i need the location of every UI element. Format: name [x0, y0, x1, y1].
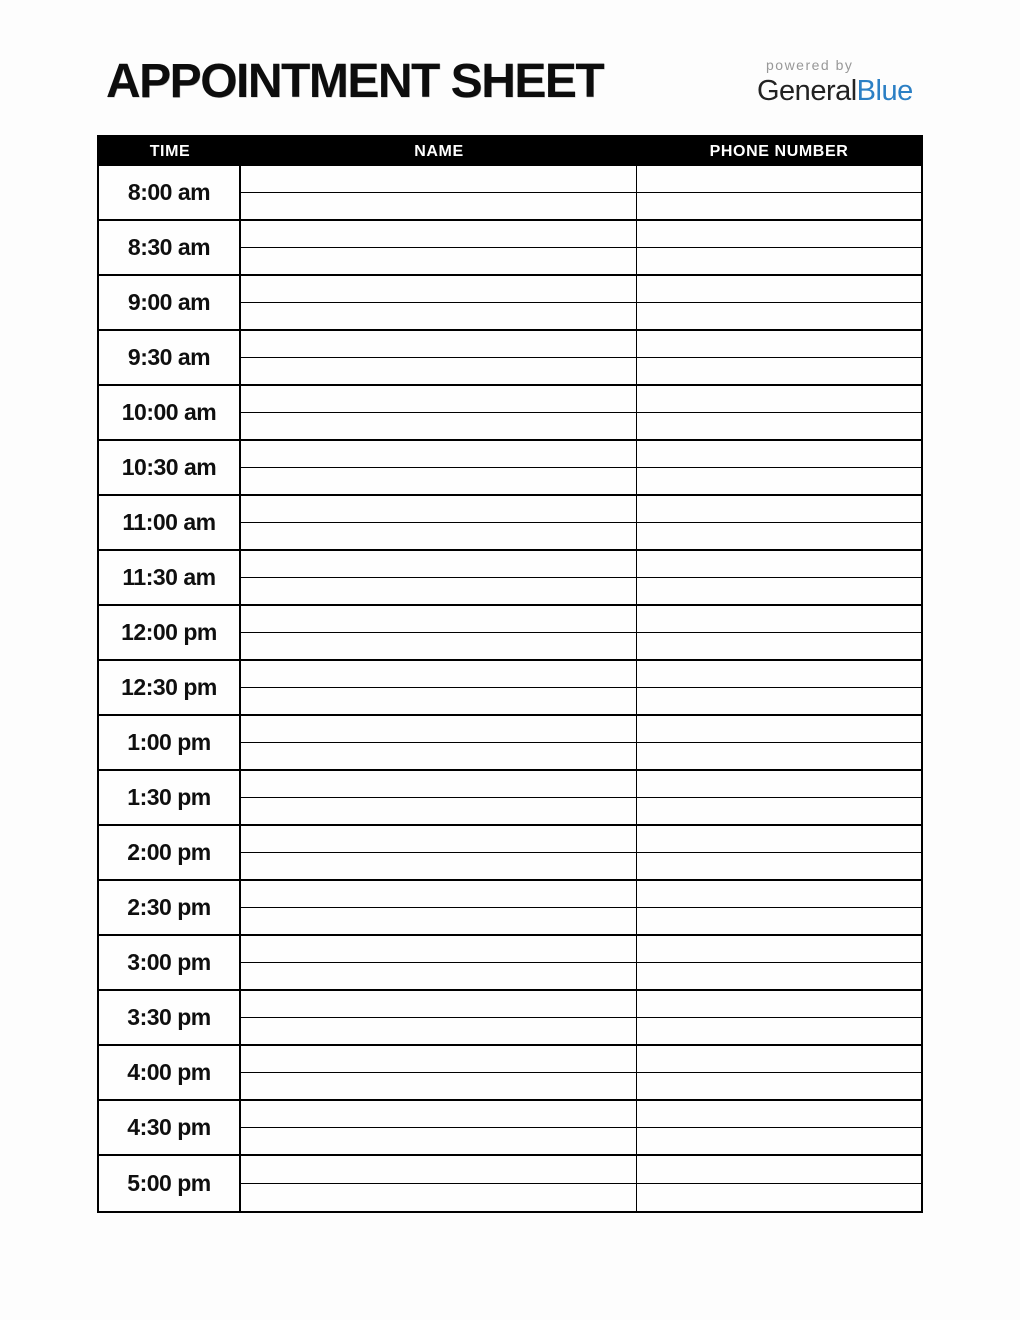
- time-label: 12:30 pm: [99, 661, 241, 714]
- entry-row: [241, 798, 921, 824]
- name-cell: [241, 358, 637, 384]
- slot-entries: [241, 276, 921, 329]
- name-cell: [241, 1046, 637, 1072]
- phone-cell: [637, 276, 921, 302]
- time-slot-row: [99, 221, 921, 276]
- name-cell: [241, 826, 637, 852]
- time-label: 4:30 pm: [99, 1101, 241, 1154]
- phone-cell: [637, 386, 921, 412]
- entry-row: [241, 1184, 921, 1211]
- phone-cell: [637, 1018, 921, 1044]
- entry-row: [241, 413, 921, 439]
- phone-cell: [637, 193, 921, 219]
- name-cell: [241, 413, 637, 439]
- entry-row: [241, 1156, 921, 1184]
- time-slot-row: [99, 716, 921, 771]
- name-cell: [241, 551, 637, 577]
- entry-row: [241, 468, 921, 494]
- entry-row: [241, 1101, 921, 1128]
- name-cell: [241, 193, 637, 219]
- time-label: 9:30 am: [99, 331, 241, 384]
- time-label: 10:30 am: [99, 441, 241, 494]
- phone-cell: [637, 688, 921, 714]
- phone-cell: [637, 771, 921, 797]
- phone-cell: [637, 963, 921, 989]
- name-cell: [241, 771, 637, 797]
- slot-entries: [241, 771, 921, 824]
- time-slot-row: [99, 771, 921, 826]
- entry-row: [241, 716, 921, 743]
- name-cell: [241, 441, 637, 467]
- page-title: APPOINTMENT SHEET: [106, 55, 604, 108]
- name-cell: [241, 1128, 637, 1154]
- slot-entries: [241, 881, 921, 934]
- time-label: 9:00 am: [99, 276, 241, 329]
- time-slot-row: [99, 936, 921, 991]
- entry-row: [241, 166, 921, 193]
- slot-entries: [241, 441, 921, 494]
- name-cell: [241, 331, 637, 357]
- slot-entries: [241, 496, 921, 549]
- name-cell: [241, 496, 637, 522]
- entry-row: [241, 523, 921, 549]
- time-slot-row: [99, 661, 921, 716]
- name-cell: [241, 248, 637, 274]
- slot-entries: [241, 936, 921, 989]
- name-cell: [241, 716, 637, 742]
- phone-cell: [637, 633, 921, 659]
- name-cell: [241, 881, 637, 907]
- name-cell: [241, 661, 637, 687]
- entry-row: [241, 578, 921, 604]
- time-label: 10:00 am: [99, 386, 241, 439]
- name-cell: [241, 578, 637, 604]
- name-cell: [241, 633, 637, 659]
- name-cell: [241, 743, 637, 769]
- phone-cell: [637, 1073, 921, 1099]
- entry-row: [241, 248, 921, 274]
- time-slot-row: [99, 1046, 921, 1101]
- phone-cell: [637, 853, 921, 879]
- slot-entries: [241, 551, 921, 604]
- name-cell: [241, 1156, 637, 1183]
- phone-cell: [637, 248, 921, 274]
- time-label: 1:00 pm: [99, 716, 241, 769]
- entry-row: [241, 276, 921, 303]
- time-slot-row: [99, 276, 921, 331]
- slot-entries: [241, 386, 921, 439]
- time-label: 12:00 pm: [99, 606, 241, 659]
- name-cell: [241, 1101, 637, 1127]
- slot-entries: [241, 1101, 921, 1154]
- brand-logo: [757, 57, 913, 108]
- phone-cell: [637, 331, 921, 357]
- time-slot-row: [99, 441, 921, 496]
- slot-entries: [241, 1156, 921, 1211]
- phone-cell: [637, 826, 921, 852]
- time-slot-row: [99, 331, 921, 386]
- time-label: 3:30 pm: [99, 991, 241, 1044]
- phone-cell: [637, 798, 921, 824]
- time-slot-row: [99, 606, 921, 661]
- phone-cell: [637, 551, 921, 577]
- phone-cell: [637, 661, 921, 687]
- slot-entries: [241, 826, 921, 879]
- entry-row: [241, 303, 921, 329]
- slot-entries: [241, 166, 921, 219]
- phone-cell: [637, 303, 921, 329]
- entry-row: [241, 826, 921, 853]
- time-label: 8:30 am: [99, 221, 241, 274]
- slot-entries: [241, 991, 921, 1044]
- name-cell: [241, 276, 637, 302]
- powered-by-text: powered by: [766, 57, 854, 73]
- slot-entries: [241, 661, 921, 714]
- brand-name: [757, 75, 913, 108]
- phone-cell: [637, 441, 921, 467]
- name-cell: [241, 468, 637, 494]
- time-label: 11:00 am: [99, 496, 241, 549]
- table-header-row: [99, 137, 921, 166]
- entry-row: [241, 936, 921, 963]
- entry-row: [241, 331, 921, 358]
- time-slot-row: [99, 881, 921, 936]
- entry-row: [241, 991, 921, 1018]
- entry-row: [241, 771, 921, 798]
- entry-row: [241, 221, 921, 248]
- time-label: 5:00 pm: [99, 1156, 241, 1211]
- name-cell: [241, 908, 637, 934]
- phone-cell: [637, 1101, 921, 1127]
- phone-cell: [637, 1156, 921, 1183]
- appointment-table-body: [99, 166, 921, 1211]
- phone-cell: [637, 221, 921, 247]
- entry-row: [241, 606, 921, 633]
- slot-entries: [241, 331, 921, 384]
- time-slot-row: [99, 991, 921, 1046]
- phone-cell: [637, 358, 921, 384]
- entry-row: [241, 881, 921, 908]
- name-cell: [241, 991, 637, 1017]
- brand-name-blue: Blue: [856, 75, 913, 107]
- name-cell: [241, 166, 637, 192]
- entry-row: [241, 963, 921, 989]
- phone-cell: [637, 413, 921, 439]
- phone-cell: [637, 496, 921, 522]
- name-cell: [241, 936, 637, 962]
- name-cell: [241, 386, 637, 412]
- phone-cell: [637, 1184, 921, 1211]
- phone-cell: [637, 1046, 921, 1072]
- time-label: 3:00 pm: [99, 936, 241, 989]
- column-header-time: TIME: [149, 142, 191, 160]
- entry-row: [241, 908, 921, 934]
- entry-row: [241, 661, 921, 688]
- name-cell: [241, 688, 637, 714]
- entry-row: [241, 1128, 921, 1154]
- time-slot-row: [99, 826, 921, 881]
- phone-cell: [637, 936, 921, 962]
- entry-row: [241, 441, 921, 468]
- slot-entries: [241, 1046, 921, 1099]
- column-header-phone: PHONE NUMBER: [709, 142, 849, 160]
- phone-cell: [637, 523, 921, 549]
- time-slot-row: [99, 551, 921, 606]
- time-label: 2:00 pm: [99, 826, 241, 879]
- phone-cell: [637, 166, 921, 192]
- entry-row: [241, 853, 921, 879]
- time-slot-row: [99, 166, 921, 221]
- entry-row: [241, 1046, 921, 1073]
- phone-cell: [637, 468, 921, 494]
- time-label: 11:30 am: [99, 551, 241, 604]
- entry-row: [241, 743, 921, 769]
- phone-cell: [637, 578, 921, 604]
- time-label: 4:00 pm: [99, 1046, 241, 1099]
- time-slot-row: [99, 496, 921, 551]
- phone-cell: [637, 881, 921, 907]
- column-header-name: NAME: [414, 142, 464, 160]
- time-label: 2:30 pm: [99, 881, 241, 934]
- entry-row: [241, 358, 921, 384]
- entry-row: [241, 193, 921, 219]
- time-label: 1:30 pm: [99, 771, 241, 824]
- phone-cell: [637, 716, 921, 742]
- name-cell: [241, 606, 637, 632]
- entry-row: [241, 1018, 921, 1044]
- name-cell: [241, 221, 637, 247]
- entry-row: [241, 688, 921, 714]
- name-cell: [241, 853, 637, 879]
- time-label: 8:00 am: [99, 166, 241, 219]
- entry-row: [241, 1073, 921, 1099]
- slot-entries: [241, 221, 921, 274]
- name-cell: [241, 798, 637, 824]
- phone-cell: [637, 743, 921, 769]
- name-cell: [241, 963, 637, 989]
- entry-row: [241, 551, 921, 578]
- phone-cell: [637, 991, 921, 1017]
- slot-entries: [241, 716, 921, 769]
- brand-name-general: General: [757, 75, 857, 107]
- name-cell: [241, 1018, 637, 1044]
- entry-row: [241, 386, 921, 413]
- name-cell: [241, 523, 637, 549]
- appointment-table: [97, 135, 923, 1213]
- entry-row: [241, 496, 921, 523]
- phone-cell: [637, 908, 921, 934]
- time-slot-row: [99, 386, 921, 441]
- phone-cell: [637, 606, 921, 632]
- entry-row: [241, 633, 921, 659]
- time-slot-row: [99, 1101, 921, 1156]
- phone-cell: [637, 1128, 921, 1154]
- name-cell: [241, 1184, 637, 1211]
- time-slot-row: [99, 1156, 921, 1211]
- slot-entries: [241, 606, 921, 659]
- name-cell: [241, 303, 637, 329]
- name-cell: [241, 1073, 637, 1099]
